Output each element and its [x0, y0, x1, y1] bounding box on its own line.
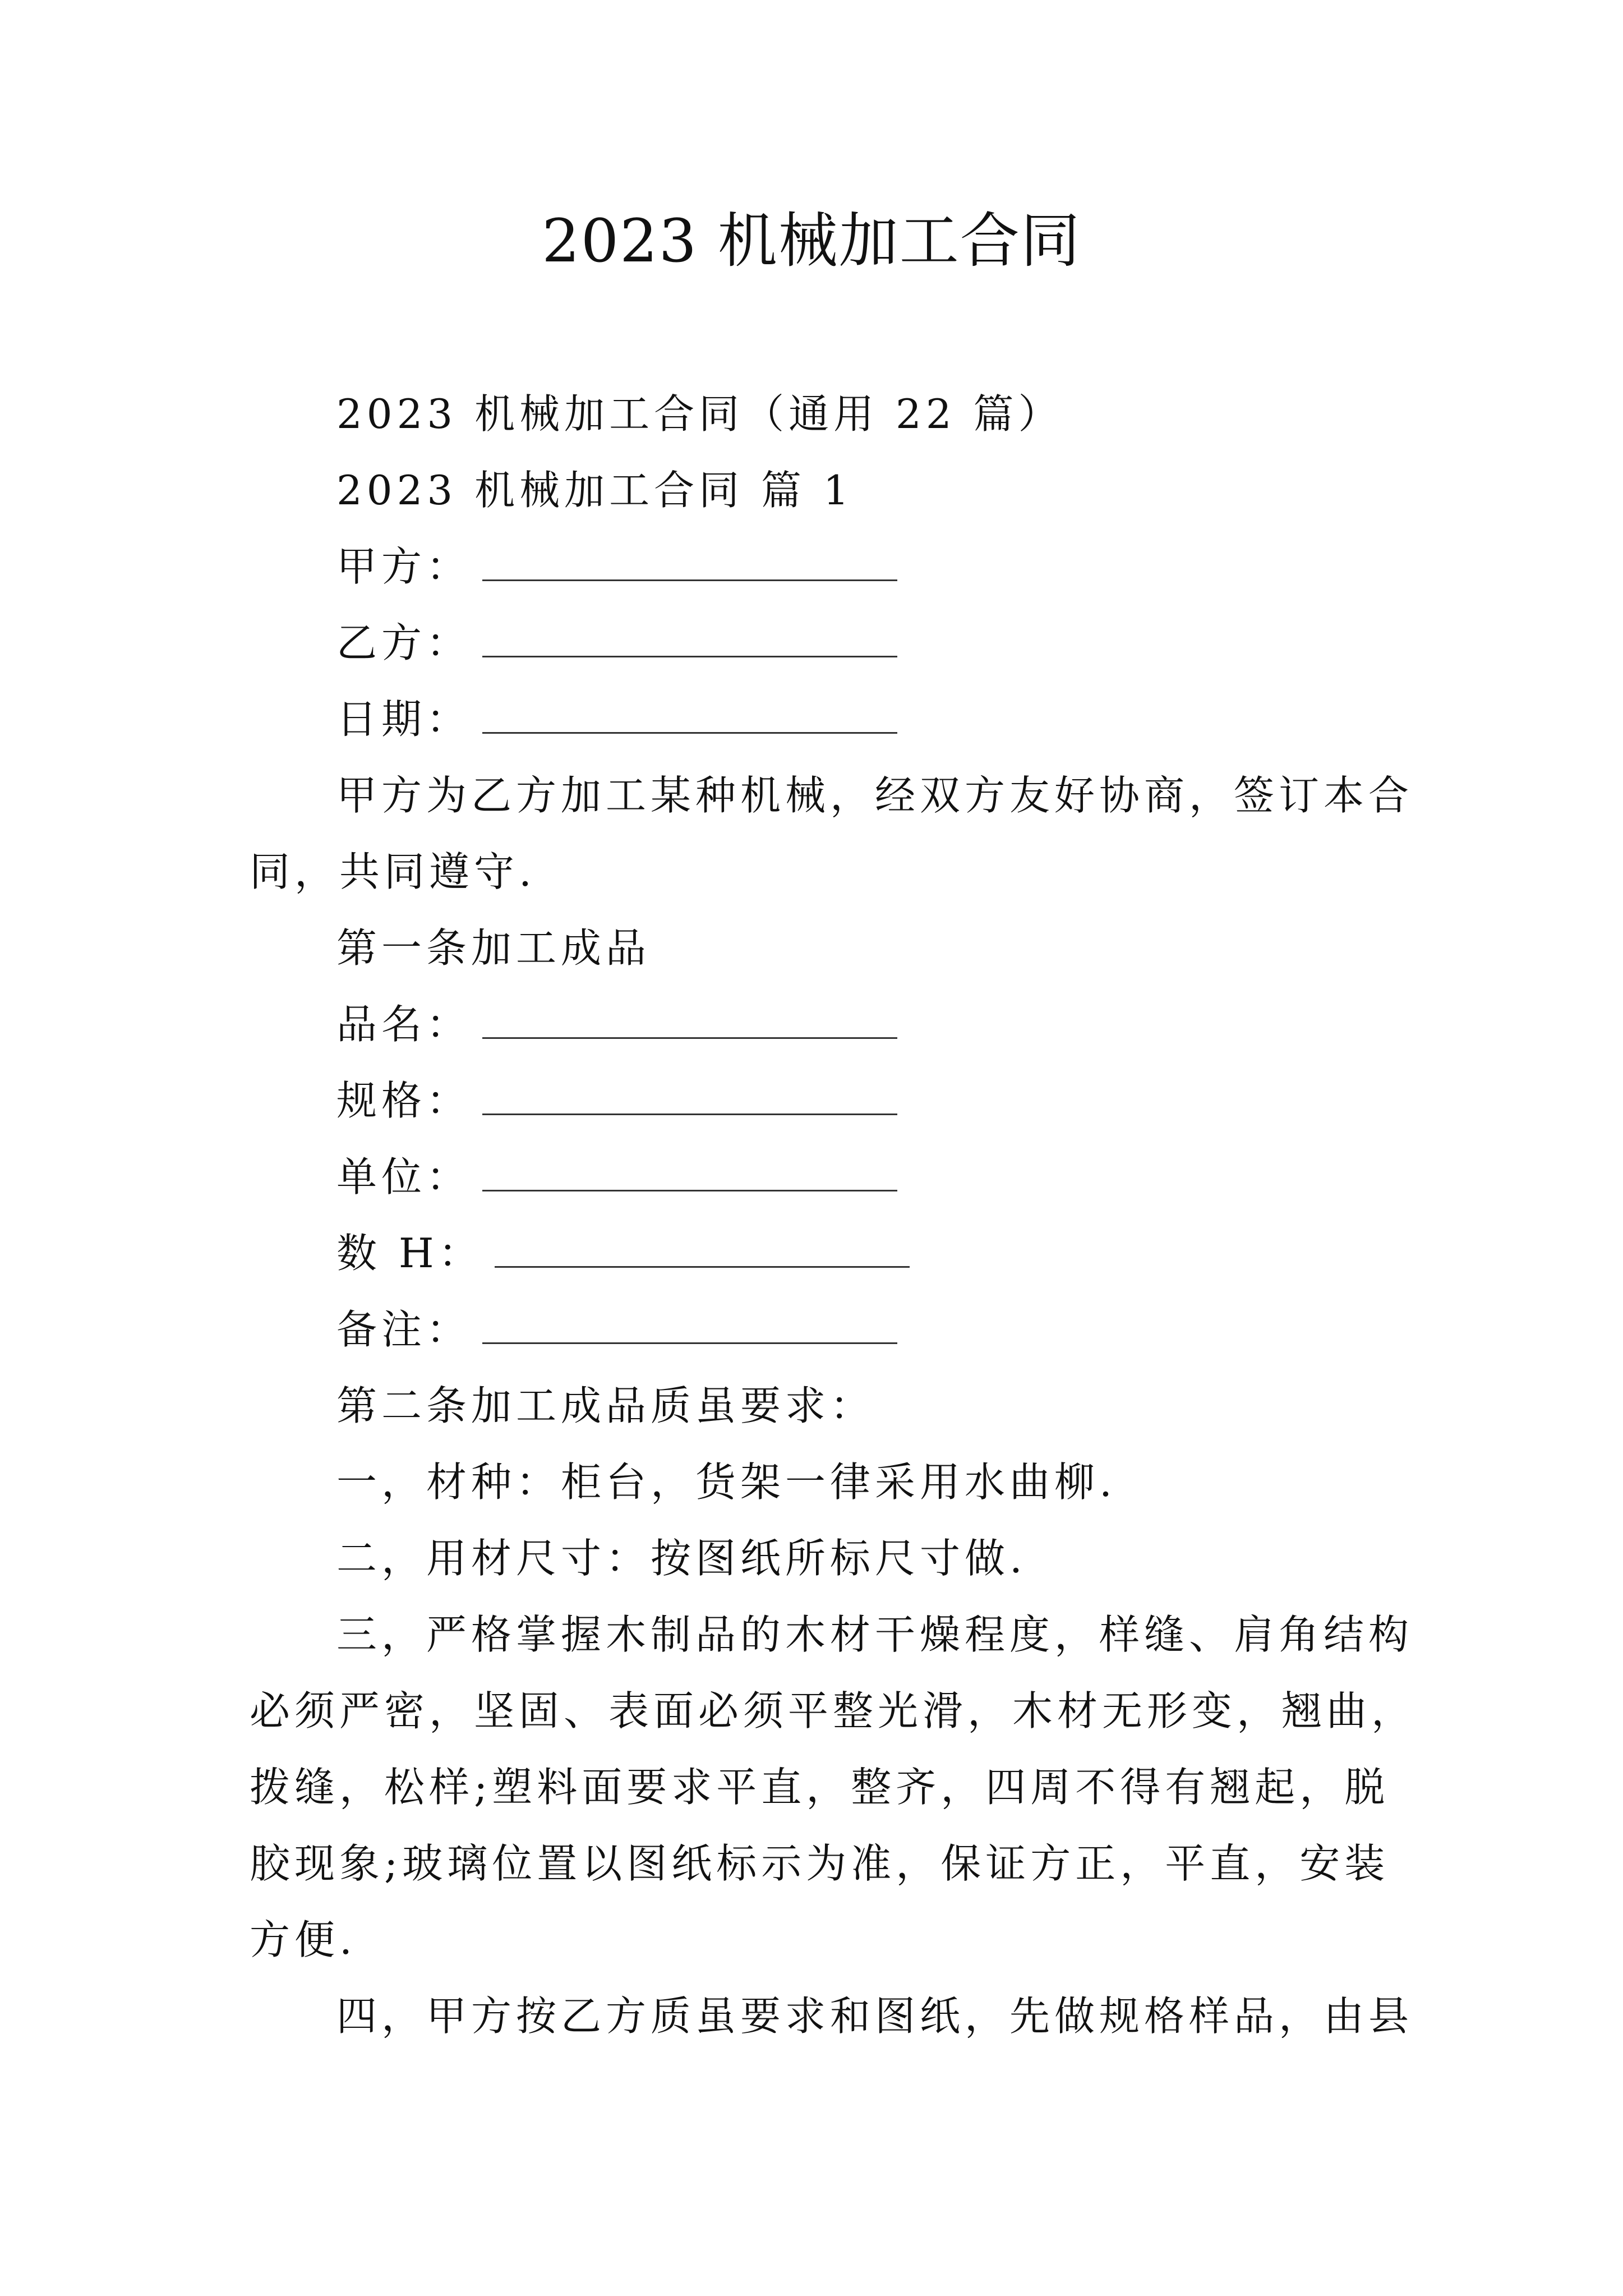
intro-line-1: 甲方为乙方加工某种机械，经双方友好协商，签订本合 [336, 772, 1414, 819]
article2-item-4: 四，甲方按乙方质虽要求和图纸，先做规格样品，由县 [336, 1993, 1414, 2040]
party-a-label: 甲方： [336, 543, 472, 590]
party-b-field [336, 616, 897, 670]
document-subtitle: 2023 机械加工合同（通用 22 篇） [336, 390, 1063, 438]
article2-item-3-line-3: 拨缝，松样;塑料面要求平直，整齐，四周不得有翘起，脱 [250, 1764, 1390, 1811]
party-a-field [336, 540, 897, 593]
article2-item-2: 二，用材尺寸：按图纸所标尺寸做. [336, 1535, 1027, 1582]
article2-item-3-line-1: 三，严格掌握木制品的木材干燥程度，样缝、肩角结构 [336, 1611, 1414, 1658]
article1-heading: 第一条加工成品 [336, 924, 651, 972]
unit-blank [482, 1154, 897, 1191]
remarks-label: 备注： [336, 1306, 472, 1353]
product-name-label: 品名： [336, 1001, 472, 1048]
spec-label: 规格： [336, 1077, 472, 1124]
date-label: 日期： [336, 696, 472, 743]
section-heading: 2023 机械加工合同 篇 1 [336, 467, 854, 514]
document-title: 2023 机械加工合同 [542, 206, 1081, 275]
spec-field [336, 1074, 897, 1128]
spec-blank [482, 1078, 897, 1115]
party-a-blank [482, 544, 897, 581]
remarks-blank [482, 1306, 897, 1344]
remarks-field [336, 1303, 897, 1356]
quantity-blank [495, 1230, 910, 1268]
party-b-blank [482, 620, 897, 657]
product-name-field [336, 997, 897, 1051]
article2-heading: 第二条加工成品质虽要求： [336, 1382, 875, 1429]
article2-item-3-line-4: 胶现象;玻璃位置以图纸标示为准，保证方正，平直，安装 [250, 1840, 1390, 1887]
quantity-label: 数 H： [336, 1230, 483, 1277]
date-field [336, 692, 897, 746]
party-b-label: 乙方： [336, 619, 472, 666]
unit-field [336, 1150, 897, 1204]
article2-item-3-line-5: 方便. [250, 1916, 357, 1963]
product-name-blank [482, 1001, 897, 1039]
quantity-field [336, 1226, 910, 1280]
unit-label: 单位： [336, 1153, 472, 1200]
article2-item-1: 一，材种：柜台，货架一律采用水曲柳. [336, 1458, 1117, 1506]
intro-line-2: 同，共同遵守. [250, 848, 536, 895]
date-blank [482, 696, 897, 734]
article2-item-3-line-2: 必须严密，坚固、表面必须平整光滑，木材无形变，翘曲， [250, 1687, 1417, 1734]
